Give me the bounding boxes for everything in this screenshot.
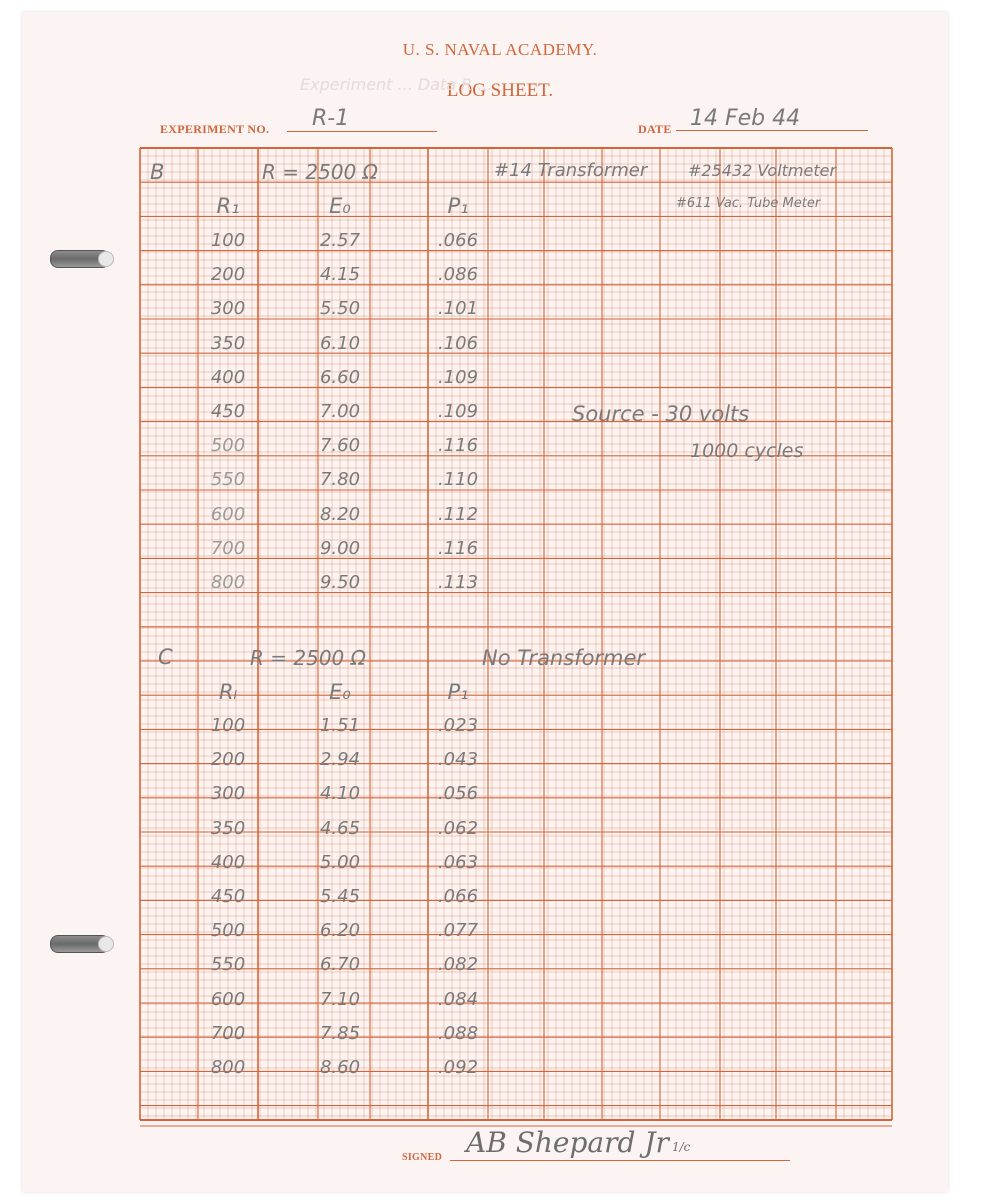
b-table-cell: 8.20 — [319, 503, 361, 525]
faint-bleed-text: Experiment ... Data R ... — [300, 75, 493, 94]
b-table-cell: 200 — [210, 264, 246, 286]
c-table-cell: 200 — [210, 749, 246, 771]
b-table-cell: .101 — [437, 298, 479, 320]
b-table-cell: .116 — [437, 537, 479, 559]
experiment-no-line — [287, 131, 437, 132]
b-table-cell: .113 — [437, 572, 479, 593]
b-table-cell: 100 — [210, 230, 246, 251]
section-b-equipment-transformer: #14 Transformer — [494, 160, 648, 181]
b-table-cell: 350 — [210, 332, 246, 354]
c-column-header: Rₗ — [218, 680, 238, 704]
b-table-cell: 450 — [210, 401, 246, 422]
c-table-cell: 100 — [210, 715, 246, 736]
class-mark: 1/c — [672, 1140, 691, 1154]
b-table-cell: 600 — [210, 503, 246, 525]
b-table-cell: .086 — [437, 264, 479, 286]
c-table-cell: 4.10 — [319, 783, 361, 805]
c-table-cell: 5.45 — [319, 886, 361, 907]
b-table-cell: 7.80 — [319, 469, 361, 491]
b-table-cell: 9.50 — [319, 572, 361, 593]
b-table-cell: .110 — [437, 469, 479, 491]
experiment-no-value: R-1 — [312, 106, 350, 131]
section-b-equipment-voltmeter: #25432 Voltmeter — [688, 161, 837, 180]
c-table-cell: .043 — [437, 749, 479, 771]
c-table-cell: 4.65 — [319, 817, 361, 839]
b-table-cell: 700 — [210, 537, 246, 559]
c-table-cell: .063 — [437, 851, 479, 873]
section-c-note: No Transformer — [482, 646, 646, 670]
experiment-no-label: EXPERIMENT NO. — [160, 122, 270, 136]
c-table-cell: .066 — [437, 886, 479, 907]
b-table-cell: 9.00 — [319, 537, 361, 559]
c-table-cell: .084 — [437, 988, 479, 1010]
b-table-cell: 7.60 — [319, 435, 361, 457]
c-table-cell: 350 — [210, 817, 246, 839]
b-table-cell: 6.60 — [319, 366, 361, 388]
c-table-cell: 400 — [210, 851, 246, 873]
b-table-cell: .109 — [437, 366, 479, 388]
c-table-cell: 1.51 — [319, 715, 361, 736]
signature-line — [450, 1160, 790, 1161]
c-table-cell: .062 — [437, 817, 479, 839]
b-table-cell: 7.00 — [319, 401, 361, 422]
b-table-cell: .066 — [437, 230, 479, 251]
b-table-cell: .109 — [437, 401, 479, 422]
c-table-cell: 800 — [210, 1057, 246, 1078]
b-table-cell: 550 — [210, 469, 246, 491]
b-table-cell: 4.15 — [319, 264, 361, 286]
signed-label: SIGNED — [402, 1152, 443, 1163]
b-table-cell: 400 — [210, 366, 246, 388]
institution-title: U. S. NAVAL ACADEMY. — [402, 40, 598, 59]
b-table-cell: 5.50 — [319, 298, 361, 320]
b-table-cell: 500 — [210, 435, 246, 457]
signature: AB Shepard Jr — [466, 1126, 669, 1159]
c-table-cell: 7.10 — [319, 988, 361, 1010]
c-table-cell: 500 — [210, 920, 246, 942]
c-table-cell: 700 — [210, 1022, 246, 1044]
c-table-cell: 300 — [210, 783, 246, 805]
b-table-cell: .116 — [437, 435, 479, 457]
c-table-cell: .092 — [437, 1057, 479, 1078]
b-column-header: R₁ — [216, 194, 240, 218]
b-table-cell: .112 — [437, 503, 479, 525]
section-b-resistance: R = 2500 Ω — [262, 160, 378, 184]
section-b-source-note: Source - 30 volts — [572, 402, 750, 426]
section-b-equipment-vtm: #611 Vac. Tube Meter — [676, 196, 821, 211]
b-table-cell: 800 — [210, 572, 246, 593]
c-table-cell: 550 — [210, 954, 246, 976]
date-label: DATE — [638, 122, 672, 136]
c-table-cell: .056 — [437, 783, 479, 805]
b-table-cell: .106 — [437, 332, 479, 354]
form-title: LOG SHEET. — [446, 80, 554, 101]
c-column-header: E₀ — [329, 680, 351, 704]
c-table-cell: 8.60 — [319, 1057, 361, 1078]
c-table-cell: .077 — [437, 920, 479, 942]
c-table-cell: .088 — [437, 1022, 479, 1044]
c-table-cell: 6.70 — [319, 954, 361, 976]
b-table-cell: 300 — [210, 298, 246, 320]
c-table-cell: .023 — [437, 715, 479, 736]
section-b-label: B — [150, 160, 165, 184]
date-value: 14 Feb 44 — [690, 106, 801, 131]
section-c-label: C — [158, 645, 173, 669]
c-table-cell: 2.94 — [319, 749, 361, 771]
c-table-cell: 450 — [210, 886, 246, 907]
c-table-cell: 7.85 — [319, 1022, 361, 1044]
b-table-cell: 2.57 — [319, 230, 361, 251]
b-table-cell: 6.10 — [319, 332, 361, 354]
section-c-resistance: R = 2500 Ω — [250, 646, 366, 670]
b-column-header: E₀ — [329, 194, 351, 218]
c-table-cell: .082 — [437, 954, 479, 976]
section-b-cycles-note: 1000 cycles — [690, 440, 804, 462]
b-column-header: P₁ — [447, 194, 469, 218]
c-table-cell: 5.00 — [319, 851, 361, 873]
c-table-cell: 600 — [210, 988, 246, 1010]
c-column-header: P₁ — [447, 680, 469, 704]
c-table-cell: 6.20 — [319, 920, 361, 942]
